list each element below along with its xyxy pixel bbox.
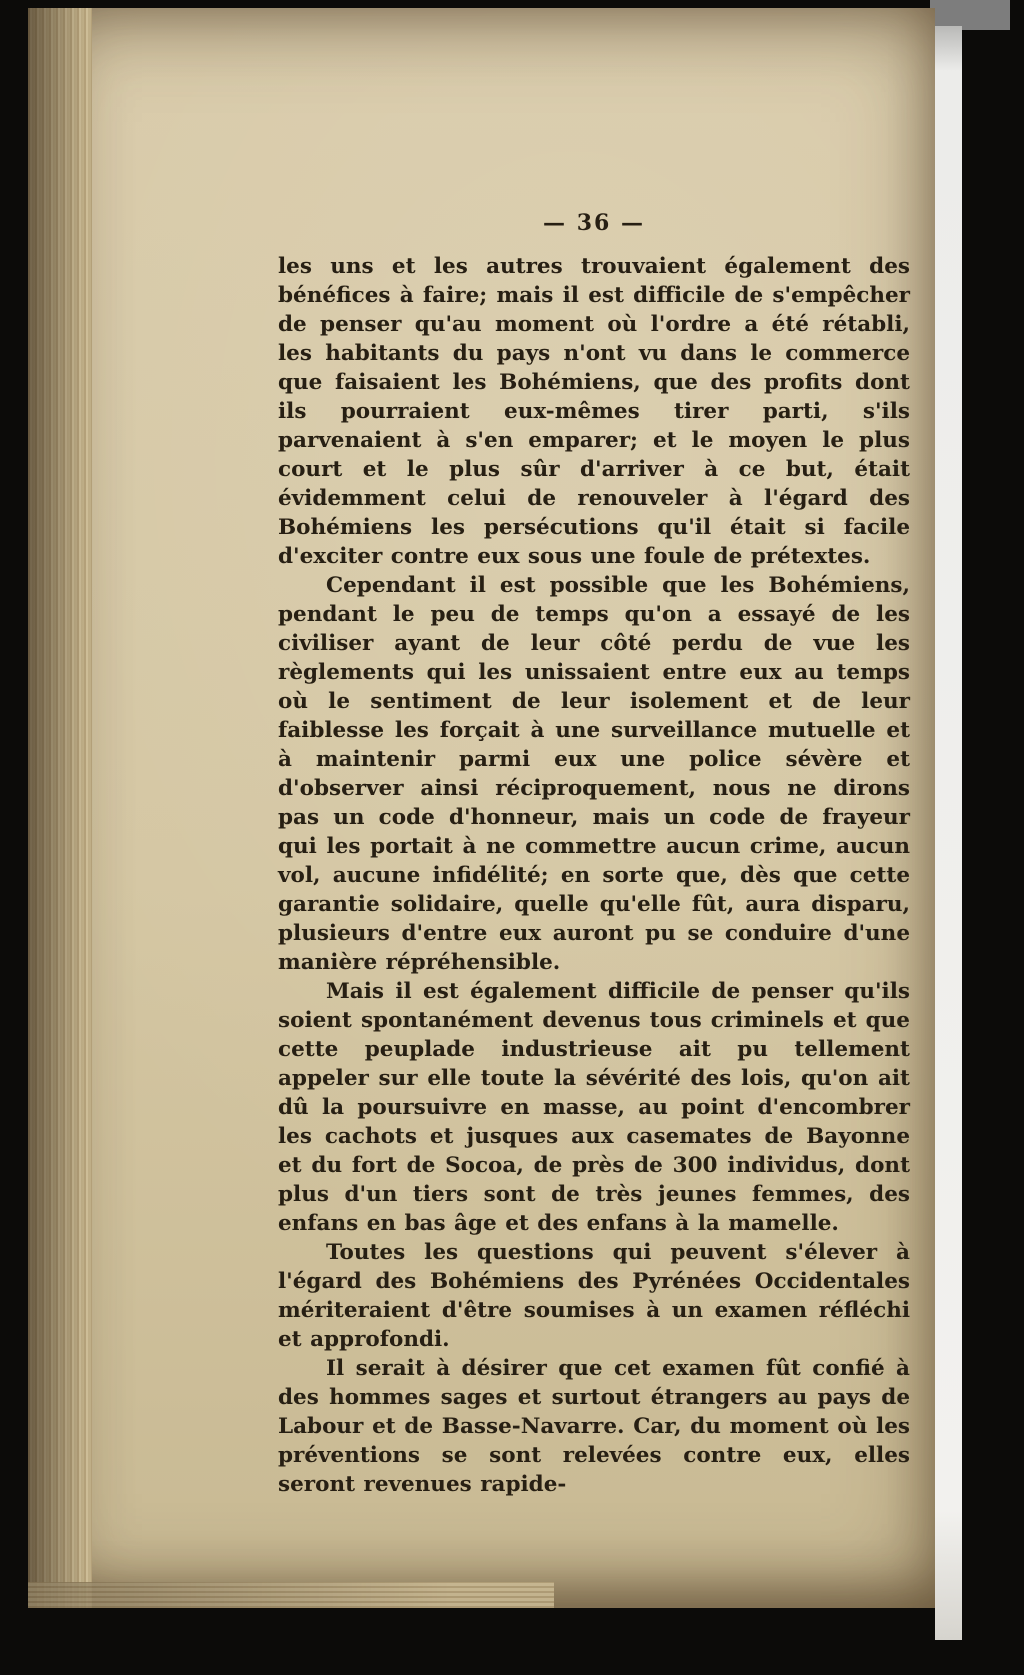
page-edges-bottom <box>28 1582 554 1608</box>
page-text <box>278 210 910 1499</box>
paragraph-continuation: les uns et les autres trouvaient également des bénéfices à faire; mais il est difficile de s'empêcher de penser qu'au moment où l'ordre a été rétabli, les habitants du pays n'ont vu dans le commerce que faisaient les Bohémiens, que des profits dont ils pourraient eux-mêmes tirer parti, s'ils parvenaient à s'en emparer; et le moyen le plus court et le plus sûr d'arriver à ce but, était évidemment celui de renouveler à l'égard des Bohémiens les persécutions qu'il était si facile d'exciter contre eux sous une foule de prétextes. <box>278 254 910 569</box>
paragraph-il-serait: Il serait à désirer que cet examen fût confié à des hommes sages et surtout étrangers au pays de Labour et de Basse-Navarre. Car, du moment où les préventions se sont relevées contre eux, elles seront revenues rapide- <box>278 1356 910 1497</box>
paragraph-mais: Mais il est également difficile de penser qu'ils soient spontanément devenus tous criminels et que cette peuplade industrieuse ait pu tellement appeler sur elle toute la sévérité des lois, qu'on ait dû la poursuivre en masse, au point d'encombrer les cachots et jusques aux casemates de Bayonne et du fort de Socoa, de près de 300 individus, dont plus d'un tiers sont de très jeunes femmes, des enfans en bas âge et des enfans à la mamelle. <box>278 979 910 1236</box>
page-number: — 36 — <box>543 210 645 236</box>
paragraph-toutes: Toutes les questions qui peuvent s'élever à l'égard des Bohémiens des Pyrénées Occidentales mériteraient d'être soumises à un examen réfléchi et approfondi. <box>278 1240 910 1352</box>
book-page <box>28 8 935 1608</box>
next-page-edge <box>935 26 962 1640</box>
page-edges-left <box>28 8 92 1608</box>
paragraph-cependant: Cependant il est possible que les Bohémiens, pendant le peu de temps qu'on a essayé de les civiliser ayant de leur côté perdu de vue les règlements qui les unissaient entre eux au temps où le sentiment de leur isolement et de leur faiblesse les forçait à une surveillance mutuelle et à maintenir parmi eux une police sévère et d'observer ainsi réciproquement, nous ne dirons pas un code d'honneur, mais un code de frayeur qui les portait à ne commettre aucun crime, aucun vol, aucune infidélité; en sorte que, dès que cette garantie solidaire, quelle qu'elle fût, aura disparu, plusieurs d'entre eux auront pu se conduire d'une manière répréhensible. <box>278 573 910 975</box>
